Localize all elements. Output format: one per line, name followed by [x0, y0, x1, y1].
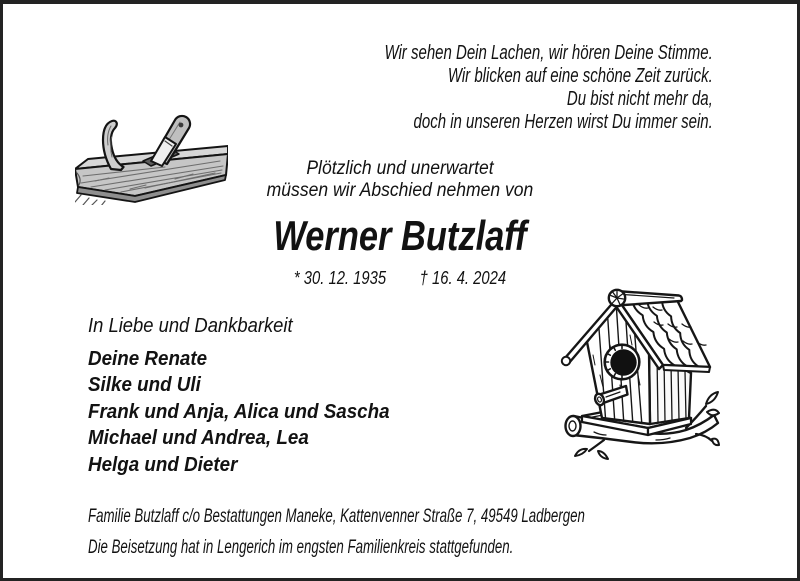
mourners-list	[88, 346, 390, 478]
poem-line: doch in unseren Herzen wirst Du immer sein.	[413, 111, 713, 133]
leaf	[707, 410, 719, 416]
mourner-name: Silke und Uli	[88, 374, 201, 397]
branch-cut-end	[566, 416, 581, 436]
mourner-name: Deine Renate	[88, 348, 208, 370]
birdhouse-drawing	[560, 285, 720, 465]
mourner-name: Michael und Andrea, Lea	[88, 427, 309, 450]
leaf	[575, 449, 587, 456]
poem-line: Wir sehen Dein Lachen, wir hören Deine Stimme.	[384, 42, 713, 64]
funeral-note: Die Beisetzung hat in Lengerich im engsten Familienkreis stattgefunden.	[88, 535, 514, 558]
mourners-intro: In Liebe und Dankbarkeit	[88, 315, 293, 337]
announcement-line: Plötzlich und unerwartet	[306, 157, 494, 179]
mourner-name: Helga und Dieter	[88, 453, 238, 476]
farewell-poem	[385, 42, 713, 134]
deceased-name: Werner Butzlaff	[273, 212, 527, 259]
plane-blade-screw	[179, 123, 184, 128]
eave-edge	[663, 365, 710, 372]
leaf	[598, 451, 608, 459]
death-date: † 16. 4. 2024	[419, 267, 507, 288]
address-line: Familie Butzlaff c/o Bestattungen Maneke, Kattenvenner Straße 7, 49549 Ladbergen	[88, 505, 585, 527]
birth-date: * 30. 12. 1935	[293, 267, 387, 288]
poem-line: Du bist nicht mehr da,	[567, 88, 713, 110]
leaf	[706, 392, 718, 404]
announcement-line: müssen wir Abschied nehmen von	[266, 178, 534, 201]
birdhouse-illustration	[560, 285, 720, 465]
leaf	[712, 439, 719, 446]
footer	[88, 501, 585, 562]
entrance-hole	[605, 345, 640, 380]
announcement	[43, 158, 758, 201]
bargeboard-end	[562, 357, 570, 365]
mourner-name: Frank und Anja, Alica und Sascha	[88, 400, 390, 423]
poem-line: Wir blicken auf eine schöne Zeit zurück.	[448, 65, 713, 87]
